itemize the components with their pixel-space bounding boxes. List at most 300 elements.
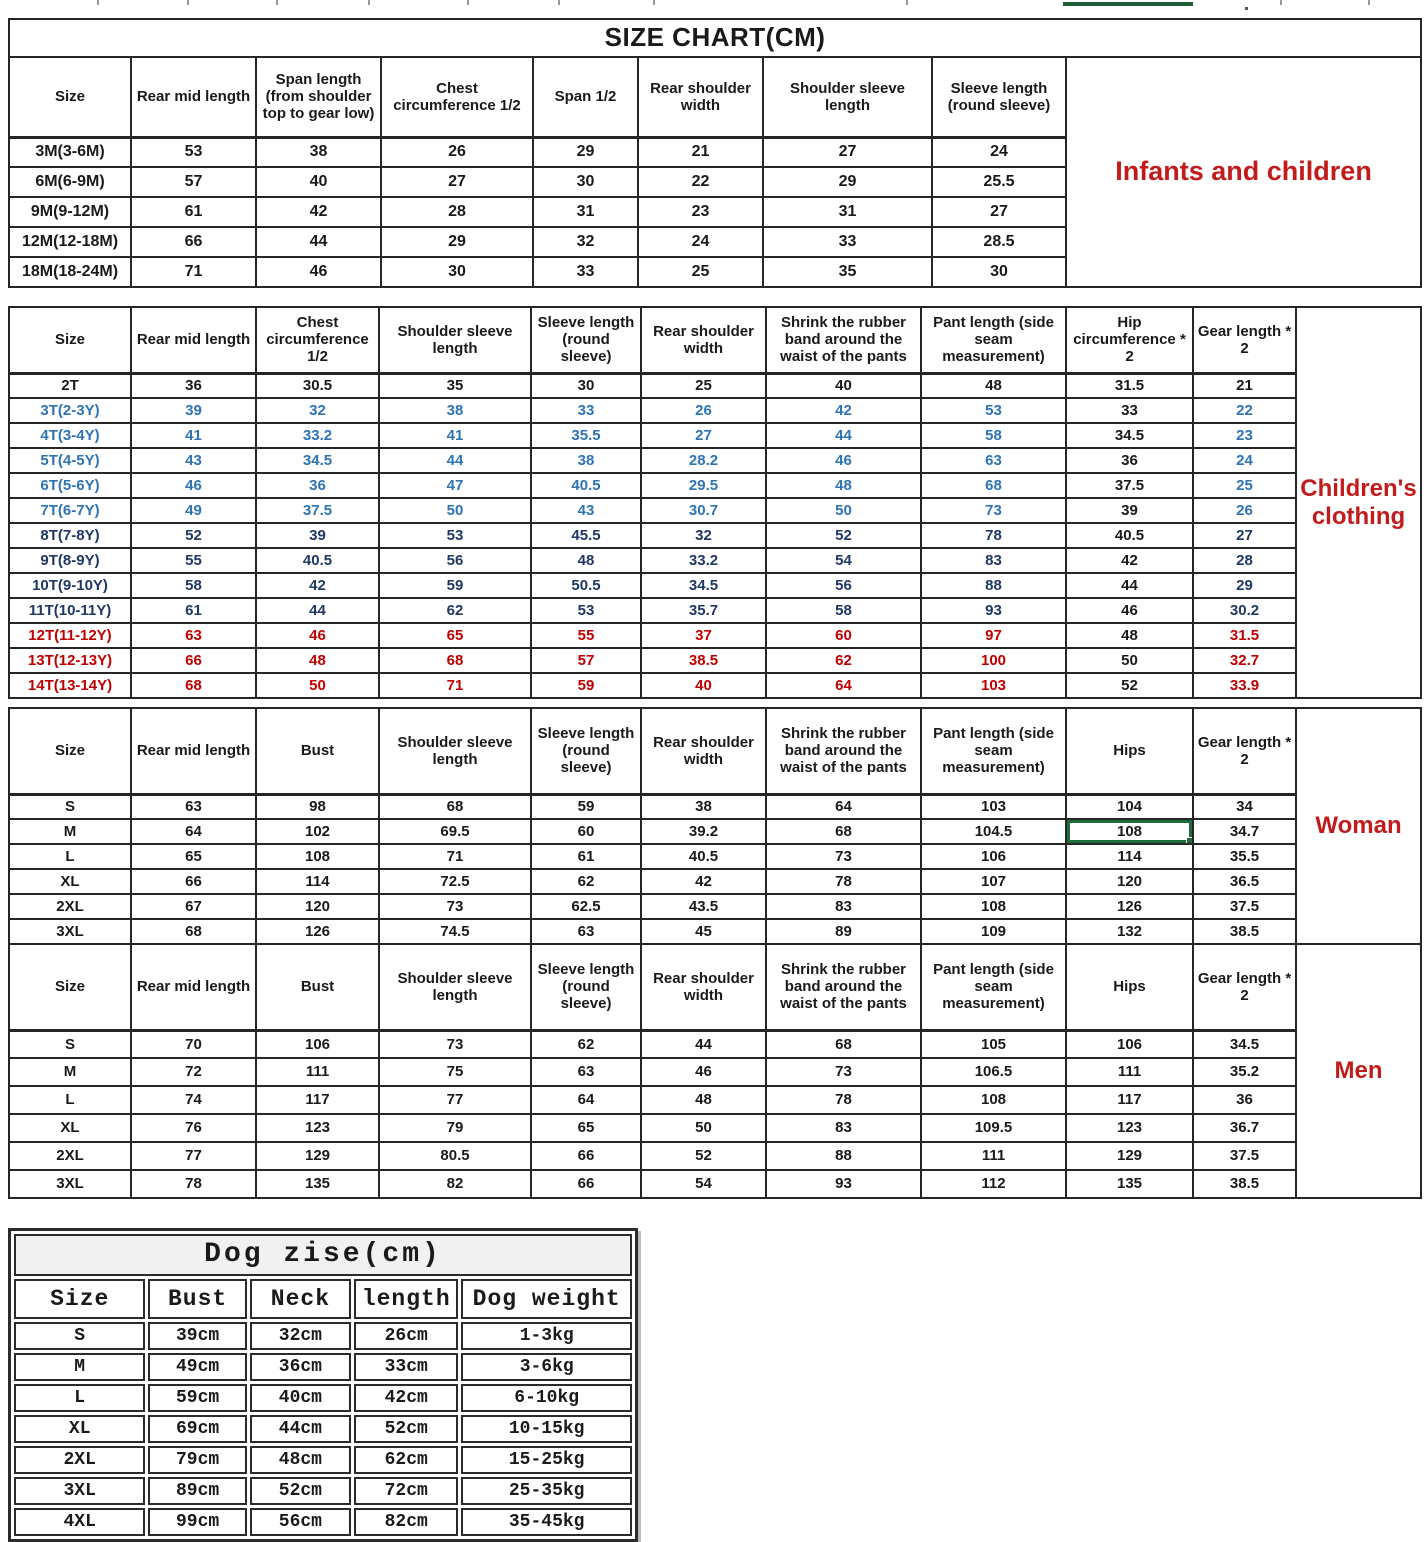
value-cell: 64 bbox=[131, 819, 256, 844]
size-cell: 6T(5-6Y) bbox=[9, 473, 131, 498]
table-row bbox=[9, 919, 1421, 944]
value-cell: 48cm bbox=[250, 1446, 351, 1474]
value-cell: 71 bbox=[379, 844, 531, 869]
value-cell: 56 bbox=[766, 573, 921, 598]
value-cell: 29 bbox=[533, 137, 638, 167]
value-cell: 59 bbox=[531, 794, 641, 819]
value-cell: 59 bbox=[379, 573, 531, 598]
value-cell: 72cm bbox=[354, 1477, 458, 1505]
value-cell: 73 bbox=[766, 1058, 921, 1086]
infants-header-row bbox=[9, 57, 1421, 137]
table-row bbox=[9, 894, 1421, 919]
value-cell: 46 bbox=[256, 623, 379, 648]
gridline-tick bbox=[368, 0, 370, 5]
value-cell: 44 bbox=[256, 227, 381, 257]
value-cell: 27 bbox=[763, 137, 932, 167]
gridline-tick bbox=[906, 0, 908, 5]
value-cell: 44 bbox=[379, 448, 531, 473]
column-header: Shrink the rubber band around the waist of the pants bbox=[766, 944, 921, 1030]
value-cell: 78 bbox=[766, 1086, 921, 1114]
value-cell: 44 bbox=[641, 1030, 766, 1058]
value-cell: 50 bbox=[379, 498, 531, 523]
value-cell: 108 bbox=[1066, 819, 1193, 844]
table-row bbox=[9, 1170, 1421, 1198]
value-cell: 55 bbox=[531, 623, 641, 648]
value-cell: 74.5 bbox=[379, 919, 531, 944]
value-cell: 66 bbox=[131, 227, 256, 257]
size-cell: 9M(9-12M) bbox=[9, 197, 131, 227]
size-cell: 3T(2-3Y) bbox=[9, 398, 131, 423]
size-cell: 12M(12-18M) bbox=[9, 227, 131, 257]
value-cell: 63 bbox=[131, 794, 256, 819]
column-header: Pant length (side seam measurement) bbox=[921, 307, 1066, 373]
value-cell: 25 bbox=[638, 257, 763, 287]
value-cell: 68 bbox=[766, 1030, 921, 1058]
value-cell: 39 bbox=[1066, 498, 1193, 523]
size-cell: M bbox=[9, 819, 131, 844]
value-cell: 1-3kg bbox=[461, 1322, 632, 1350]
value-cell: 129 bbox=[256, 1142, 379, 1170]
value-cell: 64 bbox=[766, 673, 921, 698]
value-cell: 52cm bbox=[354, 1415, 458, 1443]
value-cell: 111 bbox=[1066, 1058, 1193, 1086]
value-cell: 88 bbox=[766, 1142, 921, 1170]
value-cell: 33 bbox=[533, 257, 638, 287]
size-cell: M bbox=[14, 1353, 145, 1381]
column-header: Sleeve length (round sleeve) bbox=[531, 944, 641, 1030]
value-cell: 56cm bbox=[250, 1508, 351, 1536]
value-cell: 75 bbox=[379, 1058, 531, 1086]
value-cell: 58 bbox=[766, 598, 921, 623]
value-cell: 22 bbox=[638, 167, 763, 197]
table-row bbox=[9, 473, 1421, 498]
value-cell: 53 bbox=[531, 598, 641, 623]
value-cell: 37.5 bbox=[256, 498, 379, 523]
value-cell: 43 bbox=[131, 448, 256, 473]
table-row bbox=[9, 1058, 1421, 1086]
table-row bbox=[14, 1353, 632, 1381]
table-row bbox=[9, 673, 1421, 698]
size-chart-title: SIZE CHART(CM) bbox=[9, 19, 1421, 57]
value-cell: 34.5 bbox=[1066, 423, 1193, 448]
value-cell: 25 bbox=[641, 373, 766, 398]
value-cell: 46 bbox=[131, 473, 256, 498]
value-cell: 93 bbox=[766, 1170, 921, 1198]
value-cell: 45 bbox=[641, 919, 766, 944]
column-header: Gear length * 2 bbox=[1193, 708, 1296, 794]
table-row bbox=[9, 523, 1421, 548]
column-header: Gear length * 2 bbox=[1193, 944, 1296, 1030]
column-header: Shoulder sleeve length bbox=[379, 708, 531, 794]
value-cell: 62cm bbox=[354, 1446, 458, 1474]
table-row bbox=[9, 373, 1421, 398]
value-cell: 24 bbox=[932, 137, 1066, 167]
size-cell: 8T(7-8Y) bbox=[9, 523, 131, 548]
value-cell: 32 bbox=[256, 398, 379, 423]
size-cell: 18M(18-24M) bbox=[9, 257, 131, 287]
dog-header-row bbox=[14, 1279, 632, 1319]
value-cell: 74 bbox=[131, 1086, 256, 1114]
men-group-label: Men bbox=[1296, 944, 1421, 1198]
value-cell: 31 bbox=[533, 197, 638, 227]
value-cell: 27 bbox=[641, 423, 766, 448]
value-cell: 42 bbox=[256, 573, 379, 598]
value-cell: 53 bbox=[131, 137, 256, 167]
children-group-label: Children's clothing bbox=[1296, 307, 1421, 698]
value-cell: 44 bbox=[256, 598, 379, 623]
value-cell: 25.5 bbox=[932, 167, 1066, 197]
table-row bbox=[9, 844, 1421, 869]
value-cell: 69.5 bbox=[379, 819, 531, 844]
column-header: Span 1/2 bbox=[533, 57, 638, 137]
value-cell: 46 bbox=[1066, 598, 1193, 623]
woman-header-row bbox=[9, 708, 1421, 794]
size-cell: L bbox=[9, 1086, 131, 1114]
gridline-tick bbox=[558, 0, 560, 5]
value-cell: 40cm bbox=[250, 1384, 351, 1412]
column-header: Bust bbox=[148, 1279, 246, 1319]
value-cell: 77 bbox=[379, 1086, 531, 1114]
column-header: Hips bbox=[1066, 708, 1193, 794]
value-cell: 83 bbox=[766, 1114, 921, 1142]
value-cell: 62 bbox=[766, 648, 921, 673]
value-cell: 73 bbox=[379, 894, 531, 919]
value-cell: 57 bbox=[531, 648, 641, 673]
value-cell: 61 bbox=[131, 197, 256, 227]
column-header: Bust bbox=[256, 944, 379, 1030]
value-cell: 30.5 bbox=[256, 373, 379, 398]
size-cell: 12T(11-12Y) bbox=[9, 623, 131, 648]
cursor-dot bbox=[1245, 7, 1248, 10]
value-cell: 72.5 bbox=[379, 869, 531, 894]
value-cell: 27 bbox=[381, 167, 533, 197]
size-chart-title-row bbox=[9, 19, 1421, 57]
value-cell: 104.5 bbox=[921, 819, 1066, 844]
value-cell: 88 bbox=[921, 573, 1066, 598]
value-cell: 42 bbox=[1066, 548, 1193, 573]
size-cell: 7T(6-7Y) bbox=[9, 498, 131, 523]
value-cell: 56 bbox=[379, 548, 531, 573]
value-cell: 60 bbox=[766, 623, 921, 648]
value-cell: 33 bbox=[1066, 398, 1193, 423]
infants-group-label: Infants and children bbox=[1066, 57, 1421, 287]
dog-table-title: Dog zise(cm) bbox=[14, 1234, 632, 1276]
value-cell: 79 bbox=[379, 1114, 531, 1142]
table-row bbox=[9, 423, 1421, 448]
value-cell: 126 bbox=[1066, 894, 1193, 919]
value-cell: 27 bbox=[1193, 523, 1296, 548]
table-row bbox=[9, 398, 1421, 423]
value-cell: 132 bbox=[1066, 919, 1193, 944]
value-cell: 48 bbox=[921, 373, 1066, 398]
column-header: Rear shoulder width bbox=[638, 57, 763, 137]
value-cell: 59cm bbox=[148, 1384, 246, 1412]
value-cell: 123 bbox=[256, 1114, 379, 1142]
table-row bbox=[9, 498, 1421, 523]
value-cell: 38 bbox=[256, 137, 381, 167]
value-cell: 108 bbox=[921, 894, 1066, 919]
value-cell: 62 bbox=[379, 598, 531, 623]
table-row bbox=[14, 1384, 632, 1412]
value-cell: 100 bbox=[921, 648, 1066, 673]
value-cell: 103 bbox=[921, 673, 1066, 698]
value-cell: 62.5 bbox=[531, 894, 641, 919]
value-cell: 48 bbox=[256, 648, 379, 673]
table-row bbox=[14, 1415, 632, 1443]
value-cell: 36.5 bbox=[1193, 869, 1296, 894]
value-cell: 54 bbox=[641, 1170, 766, 1198]
value-cell: 26 bbox=[641, 398, 766, 423]
value-cell: 58 bbox=[921, 423, 1066, 448]
value-cell: 68 bbox=[766, 819, 921, 844]
size-cell: 2T bbox=[9, 373, 131, 398]
adults-size-table bbox=[8, 707, 1422, 1199]
value-cell: 30 bbox=[531, 373, 641, 398]
table-row bbox=[9, 1030, 1421, 1058]
column-header: Pant length (side seam measurement) bbox=[921, 708, 1066, 794]
value-cell: 98 bbox=[256, 794, 379, 819]
column-header: Bust bbox=[256, 708, 379, 794]
size-cell: 2XL bbox=[9, 894, 131, 919]
value-cell: 72 bbox=[131, 1058, 256, 1086]
value-cell: 68 bbox=[379, 648, 531, 673]
value-cell: 37 bbox=[641, 623, 766, 648]
value-cell: 64 bbox=[531, 1086, 641, 1114]
table-row bbox=[14, 1508, 632, 1536]
value-cell: 78 bbox=[921, 523, 1066, 548]
table-row bbox=[9, 598, 1421, 623]
size-cell: 6M(6-9M) bbox=[9, 167, 131, 197]
value-cell: 102 bbox=[256, 819, 379, 844]
value-cell: 45.5 bbox=[531, 523, 641, 548]
value-cell: 35.5 bbox=[531, 423, 641, 448]
value-cell: 129 bbox=[1066, 1142, 1193, 1170]
column-header: Rear mid length bbox=[131, 944, 256, 1030]
value-cell: 30 bbox=[381, 257, 533, 287]
column-header: Pant length (side seam measurement) bbox=[921, 944, 1066, 1030]
value-cell: 25-35kg bbox=[461, 1477, 632, 1505]
value-cell: 40.5 bbox=[531, 473, 641, 498]
value-cell: 27 bbox=[932, 197, 1066, 227]
value-cell: 52 bbox=[131, 523, 256, 548]
value-cell: 39 bbox=[131, 398, 256, 423]
value-cell: 50.5 bbox=[531, 573, 641, 598]
value-cell: 30.2 bbox=[1193, 598, 1296, 623]
value-cell: 69cm bbox=[148, 1415, 246, 1443]
value-cell: 106 bbox=[256, 1030, 379, 1058]
value-cell: 32 bbox=[533, 227, 638, 257]
value-cell: 39.2 bbox=[641, 819, 766, 844]
value-cell: 29 bbox=[763, 167, 932, 197]
value-cell: 24 bbox=[638, 227, 763, 257]
value-cell: 93 bbox=[921, 598, 1066, 623]
value-cell: 68 bbox=[131, 673, 256, 698]
size-cell: S bbox=[9, 1030, 131, 1058]
value-cell: 99cm bbox=[148, 1508, 246, 1536]
value-cell: 6-10kg bbox=[461, 1384, 632, 1412]
table-row bbox=[9, 794, 1421, 819]
column-header: Size bbox=[9, 57, 131, 137]
value-cell: 31.5 bbox=[1193, 623, 1296, 648]
value-cell: 80.5 bbox=[379, 1142, 531, 1170]
table-row bbox=[14, 1322, 632, 1350]
value-cell: 103 bbox=[921, 794, 1066, 819]
column-header: Hips bbox=[1066, 944, 1193, 1030]
value-cell: 73 bbox=[766, 844, 921, 869]
value-cell: 79cm bbox=[148, 1446, 246, 1474]
gridline-tick bbox=[97, 0, 99, 5]
column-header: Chest circumference 1/2 bbox=[256, 307, 379, 373]
value-cell: 63 bbox=[131, 623, 256, 648]
value-cell: 33 bbox=[531, 398, 641, 423]
size-cell: 3M(3-6M) bbox=[9, 137, 131, 167]
column-header: Rear mid length bbox=[131, 708, 256, 794]
size-cell: L bbox=[9, 844, 131, 869]
value-cell: 73 bbox=[379, 1030, 531, 1058]
value-cell: 49 bbox=[131, 498, 256, 523]
size-cell: 5T(4-5Y) bbox=[9, 448, 131, 473]
value-cell: 111 bbox=[921, 1142, 1066, 1170]
value-cell: 62 bbox=[531, 869, 641, 894]
value-cell: 35 bbox=[379, 373, 531, 398]
table-row bbox=[9, 623, 1421, 648]
value-cell: 24 bbox=[1193, 448, 1296, 473]
column-header: Dog weight bbox=[461, 1279, 632, 1319]
value-cell: 44 bbox=[1066, 573, 1193, 598]
size-cell: XL bbox=[14, 1415, 145, 1443]
size-cell: 4T(3-4Y) bbox=[9, 423, 131, 448]
column-header: Shrink the rubber band around the waist of the pants bbox=[766, 307, 921, 373]
woman-group-label: Woman bbox=[1296, 708, 1421, 944]
value-cell: 66 bbox=[531, 1142, 641, 1170]
column-header: Chest circumference 1/2 bbox=[381, 57, 533, 137]
size-cell: S bbox=[14, 1322, 145, 1350]
value-cell: 50 bbox=[766, 498, 921, 523]
value-cell: 35.2 bbox=[1193, 1058, 1296, 1086]
value-cell: 126 bbox=[256, 919, 379, 944]
selection-artifact-line bbox=[1063, 2, 1193, 6]
value-cell: 28 bbox=[381, 197, 533, 227]
value-cell: 42 bbox=[641, 869, 766, 894]
value-cell: 109.5 bbox=[921, 1114, 1066, 1142]
value-cell: 32cm bbox=[250, 1322, 351, 1350]
value-cell: 117 bbox=[1066, 1086, 1193, 1114]
gridline-tick bbox=[1368, 0, 1370, 5]
value-cell: 22 bbox=[1193, 398, 1296, 423]
value-cell: 34 bbox=[1193, 794, 1296, 819]
column-header: Sleeve length (round sleeve) bbox=[932, 57, 1066, 137]
value-cell: 60 bbox=[531, 819, 641, 844]
column-header: Rear mid length bbox=[131, 57, 256, 137]
column-header: Rear shoulder width bbox=[641, 708, 766, 794]
value-cell: 114 bbox=[256, 869, 379, 894]
value-cell: 78 bbox=[131, 1170, 256, 1198]
value-cell: 38 bbox=[531, 448, 641, 473]
value-cell: 105 bbox=[921, 1030, 1066, 1058]
value-cell: 107 bbox=[921, 869, 1066, 894]
column-header: Size bbox=[9, 307, 131, 373]
value-cell: 43.5 bbox=[641, 894, 766, 919]
value-cell: 53 bbox=[379, 523, 531, 548]
value-cell: 89 bbox=[766, 919, 921, 944]
value-cell: 37.5 bbox=[1066, 473, 1193, 498]
value-cell: 106.5 bbox=[921, 1058, 1066, 1086]
value-cell: 15-25kg bbox=[461, 1446, 632, 1474]
table-row bbox=[9, 869, 1421, 894]
table-row bbox=[9, 648, 1421, 673]
value-cell: 40.5 bbox=[641, 844, 766, 869]
size-cell: XL bbox=[9, 1114, 131, 1142]
value-cell: 58 bbox=[131, 573, 256, 598]
value-cell: 28.5 bbox=[932, 227, 1066, 257]
column-header: Size bbox=[9, 944, 131, 1030]
value-cell: 21 bbox=[1193, 373, 1296, 398]
value-cell: 41 bbox=[379, 423, 531, 448]
size-cell: L bbox=[14, 1384, 145, 1412]
value-cell: 40 bbox=[256, 167, 381, 197]
value-cell: 65 bbox=[379, 623, 531, 648]
table-row bbox=[9, 1114, 1421, 1142]
value-cell: 26 bbox=[381, 137, 533, 167]
value-cell: 32.7 bbox=[1193, 648, 1296, 673]
value-cell: 135 bbox=[256, 1170, 379, 1198]
value-cell: 46 bbox=[766, 448, 921, 473]
gridline-tick bbox=[653, 0, 655, 5]
value-cell: 71 bbox=[131, 257, 256, 287]
column-header: Gear length * 2 bbox=[1193, 307, 1296, 373]
value-cell: 47 bbox=[379, 473, 531, 498]
value-cell: 29 bbox=[381, 227, 533, 257]
size-cell: 3XL bbox=[14, 1477, 145, 1505]
value-cell: 37.5 bbox=[1193, 1142, 1296, 1170]
value-cell: 78 bbox=[766, 869, 921, 894]
value-cell: 66 bbox=[131, 869, 256, 894]
value-cell: 109 bbox=[921, 919, 1066, 944]
value-cell: 68 bbox=[921, 473, 1066, 498]
value-cell: 53 bbox=[921, 398, 1066, 423]
size-cell: 10T(9-10Y) bbox=[9, 573, 131, 598]
value-cell: 37.5 bbox=[1193, 894, 1296, 919]
value-cell: 104 bbox=[1066, 794, 1193, 819]
value-cell: 33.9 bbox=[1193, 673, 1296, 698]
table-row bbox=[14, 1477, 632, 1505]
value-cell: 40 bbox=[766, 373, 921, 398]
column-header: Shrink the rubber band around the waist of the pants bbox=[766, 708, 921, 794]
value-cell: 42cm bbox=[354, 1384, 458, 1412]
value-cell: 108 bbox=[256, 844, 379, 869]
table-row bbox=[9, 819, 1421, 844]
value-cell: 82cm bbox=[354, 1508, 458, 1536]
value-cell: 68 bbox=[379, 794, 531, 819]
value-cell: 26 bbox=[1193, 498, 1296, 523]
value-cell: 61 bbox=[131, 598, 256, 623]
value-cell: 50 bbox=[1066, 648, 1193, 673]
value-cell: 89cm bbox=[148, 1477, 246, 1505]
value-cell: 52cm bbox=[250, 1477, 351, 1505]
gridline-tick bbox=[276, 0, 278, 5]
value-cell: 106 bbox=[921, 844, 1066, 869]
value-cell: 21 bbox=[638, 137, 763, 167]
value-cell: 30 bbox=[932, 257, 1066, 287]
value-cell: 112 bbox=[921, 1170, 1066, 1198]
value-cell: 32 bbox=[641, 523, 766, 548]
size-cell: 13T(12-13Y) bbox=[9, 648, 131, 673]
value-cell: 34.5 bbox=[1193, 1030, 1296, 1058]
value-cell: 83 bbox=[921, 548, 1066, 573]
value-cell: 52 bbox=[641, 1142, 766, 1170]
value-cell: 28 bbox=[1193, 548, 1296, 573]
value-cell: 36 bbox=[1066, 448, 1193, 473]
